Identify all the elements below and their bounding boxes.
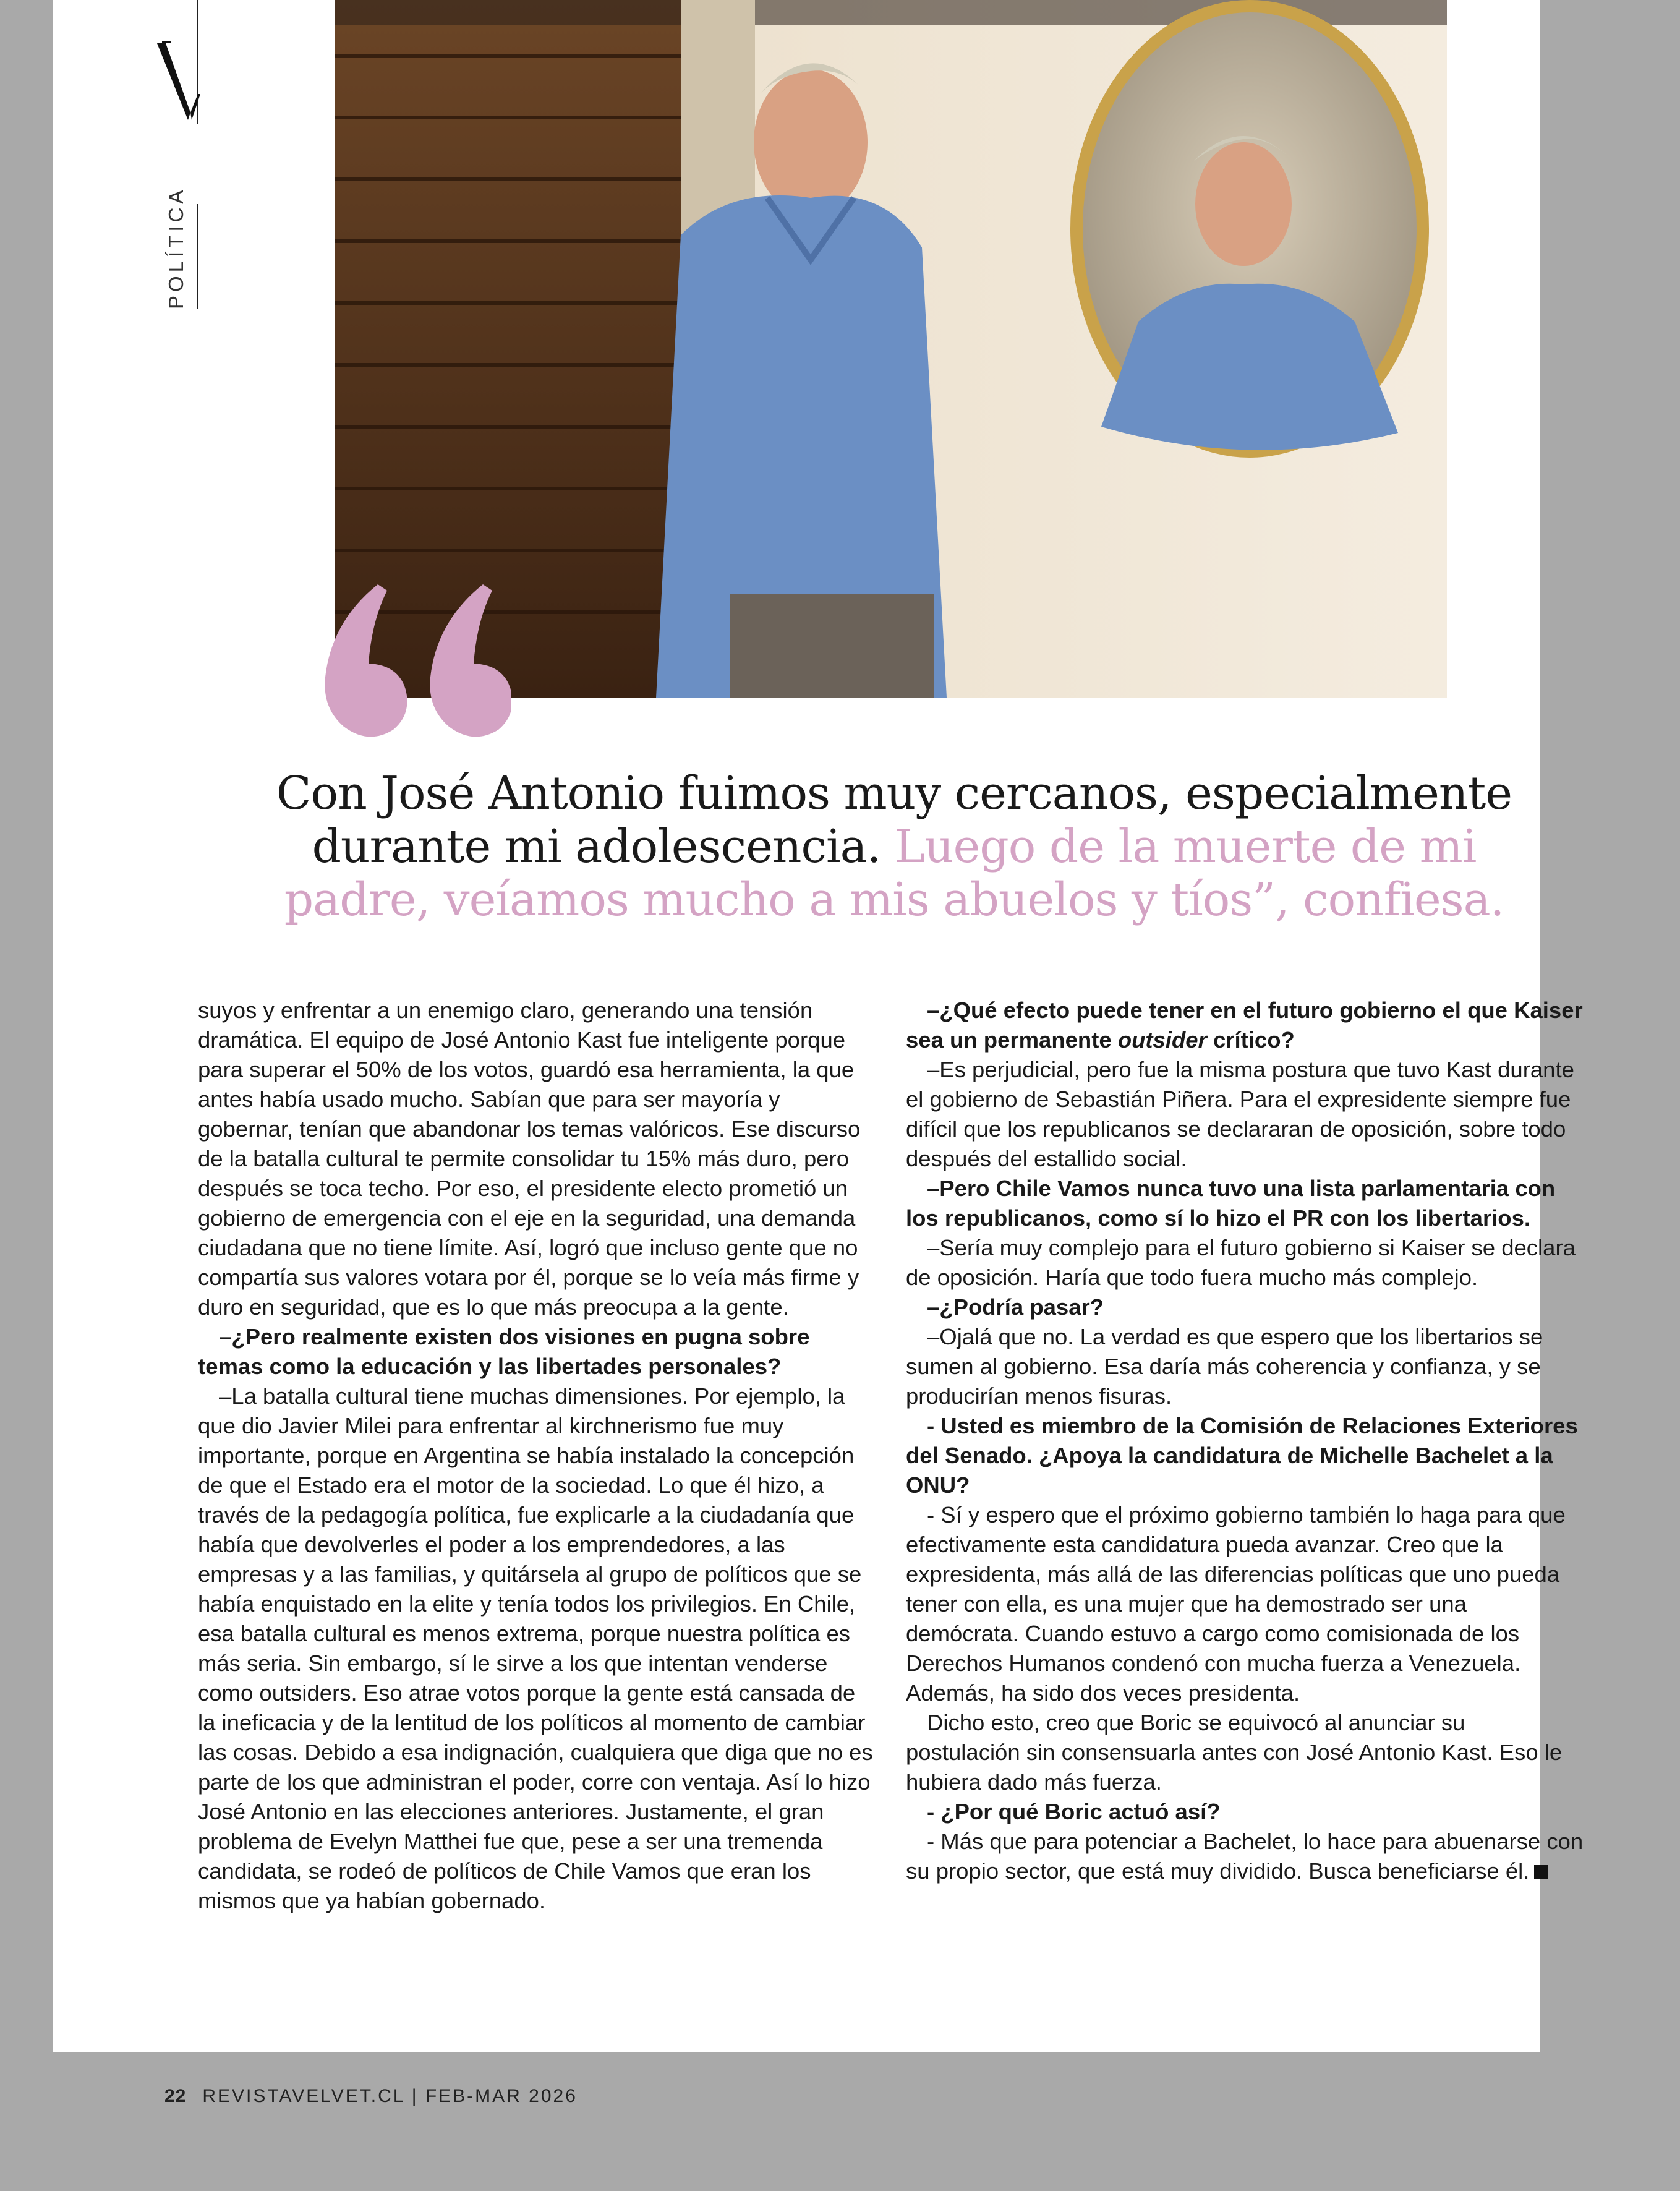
- body-paragraph: [906, 1827, 1584, 1886]
- pull-quote-dark: Con José Antonio fuimos muy cercanos, especialmente durante mi adolescencia.: [276, 767, 1512, 873]
- question-emphasis: outsider: [1117, 1027, 1207, 1053]
- page-footer: [164, 2086, 578, 2111]
- article-column-left: [198, 996, 876, 1916]
- body-paragraph: –La batalla cultural tiene muchas dimensiones. Por ejemplo, la que dio Javier Milei para enfrentar al kirchnerismo fue muy importante, porque en Argentina se había instalado la concepción de que el Estado era el motor de la sociedad. Lo que él hizo, a través de la pedagogía política, fue explicarle a la ciudadanía que había que devolverles el poder a los emprendedores, a las empresas y a las familias, y quitársela al grupo de políticos que se había enquistado en la elite y tenía todos los privilegios. En Chile, esa batalla cultural es menos extrema, porque nuestra política es más seria. Sin embargo, sí le sirve a los que intentan venderse como outsiders. Eso atrae votos porque la gente está cansada de la ineficacia y de la lentitud de los políticos al momento de cambiar las cosas. Debido a esa indignación, cualquiera que diga que no es parte de los que administran el poder, corre con ventaja. Así lo hizo José Antonio en las elecciones anteriores. Justamente, el gran problema de Evelyn Matthei fue que, pese a ser una tremenda candidata, se rodeó de políticos de Chile Vamos que eran los mismos que ya habían gobernado.: [198, 1383, 873, 1913]
- body-paragraph: - Sí y espero que el próximo gobierno también lo haga para que efectivamente esta candidatura pueda avanzar. Creo que la expresidenta, más allá de las diferencias políticas que uno pueda tener con ella, es una mujer que ha demostrado ser una demócrata. Cuando estuvo a cargo como comisionada de los Derechos Humanos condenó con mucha fuerza a Venezuela. Además, ha sido dos veces presidenta.: [906, 1502, 1566, 1706]
- body-paragraph: –Sería muy complejo para el futuro gobierno si Kaiser se declara de oposición. Haría que todo fuera mucho más complejo.: [906, 1235, 1576, 1290]
- body-paragraph: –Es perjudicial, pero fue la misma postura que tuvo Kast durante el gobierno de Sebastián Piñera. Para el expresidente siempre fue difícil que los republicanos se declararan de oposición, sobre todo después del estallido social.: [906, 1057, 1574, 1171]
- interview-question: - ¿Por qué Boric actuó así?: [927, 1799, 1221, 1824]
- interview-question: –¿Pero realmente existen dos visiones en pugna sobre temas como la educación y las libertades personales?: [198, 1324, 810, 1379]
- mirror: [1070, 0, 1429, 458]
- quote-mark-icon: [319, 584, 511, 745]
- interview-question: –Pero Chile Vamos nunca tuvo una lista parlamentaria con los republicanos, como sí lo hizo el PR con los libertarios.: [906, 1176, 1556, 1231]
- body-paragraph: suyos y enfrentar a un enemigo claro, generando una tensión dramática. El equipo de José Antonio Kast fue inteligente porque para superar el 50% de los votos, guardó esa herramienta, la que antes había usado mucho. Sabían que para ser mayoría y gobernar, tenían que abandonar los temas valóricos. Ese discurso de la batalla cultural te permite consolidar tu 15% más duro, pero después se toca techo. Por eso, el presidente electo prometió un gobierno de emergencia con el eje en la seguridad, una demanda ciudadana que no tiene límite. Así, logró que incluso gente que no compartía sus valores votara por él, porque se lo veía más firme y duro en seguridad, que es lo que más preocupa a la gente.: [198, 997, 861, 1320]
- closing-text: - Más que para potenciar a Bachelet, lo hace para abuenarse con su propio sector, que está muy dividido. Busca beneficiarse él.: [906, 1829, 1584, 1884]
- pull-quote: [239, 767, 1550, 926]
- interview-question: - Usted es miembro de la Comisión de Relaciones Exteriores del Senado. ¿Apoya la candidatura de Michelle Bachelet a la ONU?: [906, 1413, 1578, 1498]
- body-paragraph: –Ojalá que no. La verdad es que espero que los libertarios se sumen al gobierno. Esa daría más coherencia y confianza, y se producirían menos fisuras.: [906, 1324, 1543, 1409]
- end-mark-icon: [1534, 1865, 1548, 1879]
- interview-question: [906, 996, 1584, 1055]
- section-label: POLÍTICA: [164, 186, 187, 309]
- magazine-page: [53, 0, 1584, 2052]
- section-rule: [197, 204, 198, 309]
- pull-quote-pink: Luego de la muerte de mi padre, veíamos mucho a mis abuelos y tíos”, confiesa.: [284, 820, 1504, 926]
- interview-question: –¿Podría pasar?: [927, 1294, 1104, 1320]
- article-column-right: [906, 996, 1584, 1886]
- page-number: 22: [164, 2086, 187, 2106]
- question-text: –¿Qué efecto puede tener en el futuro gobierno el que Kaiser sea un permanente: [906, 997, 1583, 1053]
- velvet-v-logo-icon: [157, 38, 207, 125]
- body-paragraph: Dicho esto, creo que Boric se equivocó al anunciar su postulación sin consensuarla antes con José Antonio Kast. Eso le hubiera dado más fuerza.: [906, 1710, 1563, 1795]
- question-text: crítico?: [1206, 1027, 1295, 1053]
- publication-info: REVISTAVELVET.CL | FEB-MAR 2026: [202, 2086, 578, 2106]
